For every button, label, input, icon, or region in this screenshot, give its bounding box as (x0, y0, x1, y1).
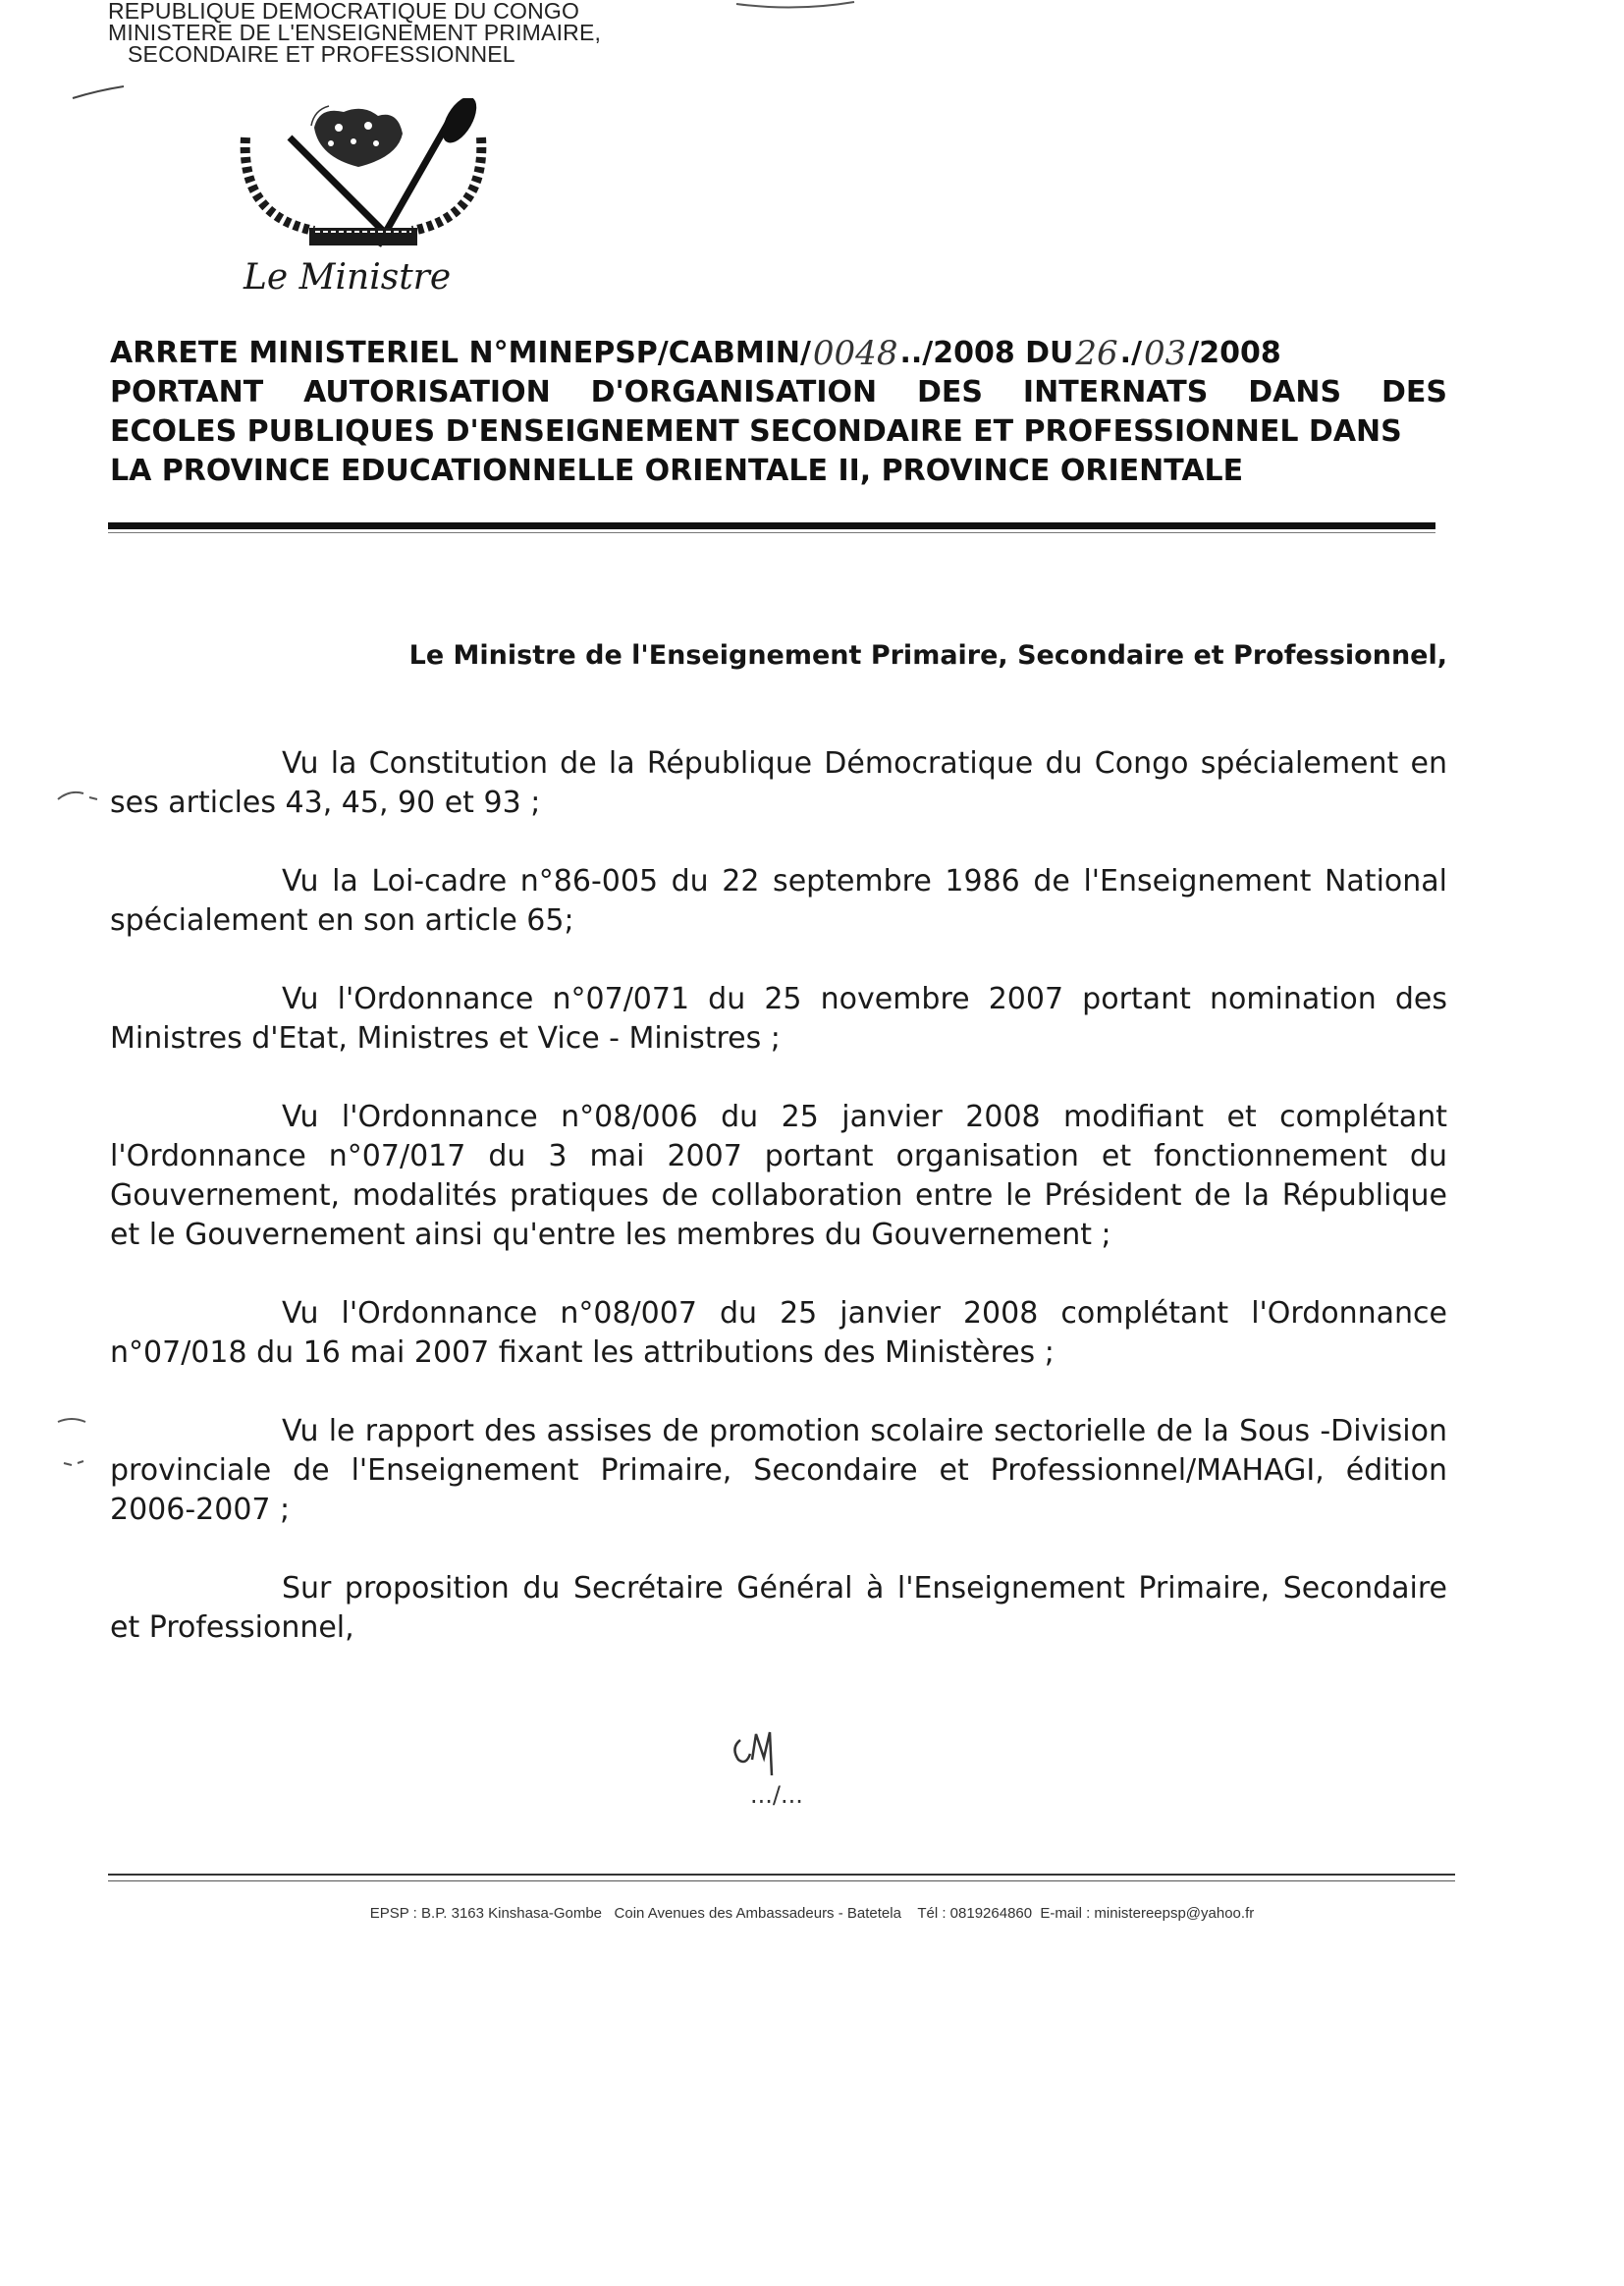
decree-title-line4 (110, 452, 1447, 491)
decree-title-word: INTERNATS (1022, 375, 1209, 409)
decree-title-line3 (110, 412, 1447, 452)
page-continuation-mark: .../... (750, 1781, 803, 1809)
decree-title-word: AUTORISATION (303, 375, 551, 409)
decree-day-handwritten: 26 (1075, 334, 1118, 373)
consideration-paragraph: Vu la Loi-cadre n°86-005 du 22 septembre 1986 de l'Enseignement National spécialement en son article 65; (110, 864, 1447, 938)
decree-year-prefix: ../2008 DU (899, 336, 1074, 370)
footer-divider (108, 1874, 1455, 1876)
intro-heading: Le Ministre de l'Enseignement Primaire, Secondaire et Professionnel, (408, 640, 1447, 671)
footer-divider-thin (108, 1880, 1455, 1881)
decree-month-handwritten: 03 (1144, 334, 1187, 373)
decree-title-line4-text: LA PROVINCE EDUCATIONNELLE ORIENTALE II, PROVINCE ORIENTALE (110, 454, 1244, 488)
stray-pen-mark (69, 82, 128, 104)
signatory-title: Le Ministre (244, 257, 452, 298)
consideration-paragraph: Vu le rapport des assises de promotion scolaire sectorielle de la Sous -Division provinciale de l'Enseignement Primaire, Secondaire et Professionnel/MAHAGI, édition 2006-2007 ; (110, 1414, 1447, 1527)
decree-number-prefix: ARRETE MINISTERIEL N°MINEPSP/CABMIN/ (110, 336, 811, 370)
title-divider-thin (108, 532, 1435, 533)
stray-pen-mark (727, 0, 864, 12)
decree-title-word: DES (917, 375, 984, 409)
consideration-paragraph: Vu l'Ordonnance n°08/007 du 25 janvier 2008 complétant l'Ordonnance n°07/018 du 16 mai 2007 fixant les attributions des Ministères ; (110, 1296, 1447, 1370)
margin-mark (54, 1414, 93, 1473)
ministry-name-line1: MINISTERE DE L'ENSEIGNEMENT PRIMAIRE, (108, 20, 602, 45)
decree-title-word: DANS (1248, 375, 1342, 409)
decree-title-line2 (110, 373, 1447, 412)
decree-title-line1 (110, 334, 1447, 373)
decree-title (110, 334, 1447, 491)
initials-signature-icon (727, 1720, 785, 1779)
ministry-name-line2: SECONDAIRE ET PROFESSIONNEL (128, 41, 515, 67)
decree-title-line3-text: ECOLES PUBLIQUES D'ENSEIGNEMENT SECONDAIRE ET PROFESSIONNEL DANS (110, 414, 1402, 449)
considerations (110, 744, 1447, 1687)
consideration-paragraph: Vu la Constitution de la République Démocratique du Congo spécialement en ses articles 43, 45, 90 et 93 ; (110, 746, 1447, 820)
title-divider (108, 522, 1435, 529)
date-separator: ./ (1119, 336, 1143, 370)
coat-of-arms-icon (221, 98, 506, 255)
decree-title-word: PORTANT (110, 375, 264, 409)
margin-mark (54, 786, 103, 805)
decree-year: /2008 (1188, 336, 1281, 370)
letterhead (108, 0, 717, 65)
decree-number-handwritten: 0048 (812, 334, 898, 373)
footer-contact: EPSP : B.P. 3163 Kinshasa-Gombe Coin Avenues des Ambassadeurs - Batetela Tél : 0819264860 E-mail : ministereepsp@yahoo.fr (369, 1905, 1255, 1922)
consideration-paragraph: Vu l'Ordonnance n°07/071 du 25 novembre 2007 portant nomination des Ministres d'Etat, Ministres et Vice - Ministres ; (110, 982, 1447, 1056)
consideration-paragraph: Vu l'Ordonnance n°08/006 du 25 janvier 2008 modifiant et complétant l'Ordonnance n°07/017 du 3 mai 2007 portant organisation et fonctionnement du Gouvernement, modalités pratiques de collaboration entre le Président de la République et le Gouvernement ainsi qu'entre les membres du Gouvernement ; (110, 1100, 1447, 1252)
consideration-paragraph: Sur proposition du Secrétaire Général à l'Enseignement Primaire, Secondaire et Professionnel, (110, 1571, 1447, 1645)
decree-title-word: D'ORGANISATION (590, 375, 878, 409)
country-name: REPUBLIQUE DEMOCRATIQUE DU CONGO (108, 0, 580, 24)
decree-title-word: DES (1380, 375, 1447, 409)
